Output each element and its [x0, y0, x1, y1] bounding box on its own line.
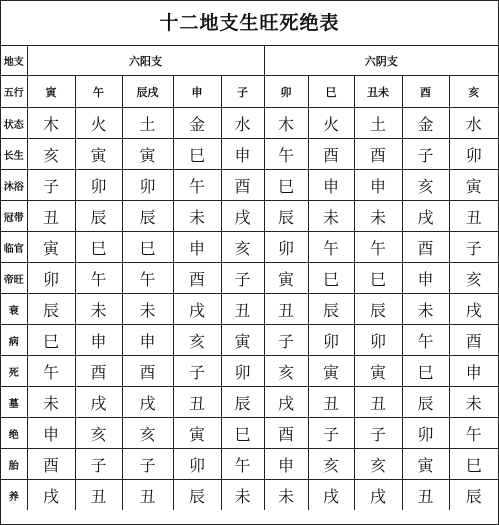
table-cell: 戌 — [402, 201, 449, 232]
row-label: 长生 — [1, 139, 27, 170]
table-cell: 未 — [449, 387, 498, 418]
table-cell: 午 — [75, 263, 122, 294]
row-label: 冠带 — [1, 201, 27, 232]
header-cell: 巳 — [308, 76, 354, 108]
table-cell: 午 — [27, 356, 75, 387]
table-cell: 子 — [27, 170, 75, 201]
table-cell: 寅 — [354, 356, 402, 387]
header-cell: 申 — [173, 76, 221, 108]
table-cell: 巳 — [75, 232, 122, 263]
table-cell: 未 — [308, 201, 354, 232]
table-cell: 子 — [173, 356, 221, 387]
table-cell: 未 — [221, 480, 264, 511]
table-cell: 亥 — [27, 139, 75, 170]
table-cell: 寅 — [173, 418, 221, 449]
table-cell: 亥 — [122, 418, 173, 449]
table-row — [1, 325, 498, 356]
table-cell: 戌 — [75, 387, 122, 418]
table-cell: 酉 — [27, 449, 75, 480]
table-cell: 未 — [27, 387, 75, 418]
table-cell: 子 — [354, 418, 402, 449]
table-cell: 戌 — [122, 387, 173, 418]
table-cell: 卯 — [75, 170, 122, 201]
table-cell: 酉 — [221, 170, 264, 201]
header-cell: 丑未 — [354, 76, 402, 108]
table-cell: 辰 — [449, 480, 498, 511]
table-cell: 申 — [449, 356, 498, 387]
table-cell: 午 — [221, 449, 264, 480]
table-cell: 寅 — [221, 325, 264, 356]
table-cell: 卯 — [221, 356, 264, 387]
table-cell: 未 — [173, 201, 221, 232]
table-cell: 酉 — [308, 139, 354, 170]
table-cell: 巳 — [449, 449, 498, 480]
table-cell: 亥 — [402, 170, 449, 201]
table-cell: 亥 — [221, 232, 264, 263]
table-cell: 午 — [402, 325, 449, 356]
table-cell: 丑 — [402, 480, 449, 511]
table-cell: 辰 — [122, 201, 173, 232]
table-cell: 卯 — [402, 418, 449, 449]
table-cell: 子 — [221, 263, 264, 294]
table-cell: 寅 — [264, 263, 308, 294]
table-cell: 丑 — [221, 294, 264, 325]
table-cell: 子 — [264, 325, 308, 356]
table-cell: 未 — [75, 294, 122, 325]
table-cell: 水 — [221, 108, 264, 139]
table-cell: 子 — [308, 418, 354, 449]
table-cell: 戌 — [27, 480, 75, 511]
table-cell: 寅 — [27, 232, 75, 263]
table-cell: 金 — [173, 108, 221, 139]
table-cell: 丑 — [75, 480, 122, 511]
table-cell: 未 — [264, 480, 308, 511]
table-cell: 巳 — [264, 170, 308, 201]
zodiac-table — [1, 46, 498, 510]
table-cell: 巳 — [354, 263, 402, 294]
row-label: 绝 — [1, 418, 27, 449]
table-cell: 亥 — [354, 449, 402, 480]
table-cell: 辰 — [75, 201, 122, 232]
table-cell: 木 — [27, 108, 75, 139]
table-body — [1, 46, 498, 510]
table-cell: 申 — [354, 170, 402, 201]
table-row — [1, 356, 498, 387]
header-row — [1, 76, 498, 108]
table-cell: 辰 — [27, 294, 75, 325]
table-row — [1, 232, 498, 263]
row-label: 状态 — [1, 108, 27, 139]
table-cell: 申 — [173, 232, 221, 263]
table-cell: 巳 — [27, 325, 75, 356]
table-cell: 子 — [449, 232, 498, 263]
table-cell: 卯 — [27, 263, 75, 294]
table-cell: 寅 — [122, 139, 173, 170]
table-cell: 未 — [122, 294, 173, 325]
table-cell: 丑 — [264, 294, 308, 325]
table-cell: 子 — [75, 449, 122, 480]
table-cell: 巳 — [221, 418, 264, 449]
row-label: 胎 — [1, 449, 27, 480]
table-cell: 寅 — [308, 356, 354, 387]
table-cell: 亥 — [264, 356, 308, 387]
row-label-wuxing: 五行 — [1, 76, 27, 108]
row-label: 帝旺 — [1, 263, 27, 294]
table-cell: 卯 — [122, 170, 173, 201]
table-cell: 午 — [308, 232, 354, 263]
table-cell: 土 — [122, 108, 173, 139]
table-cell: 酉 — [122, 356, 173, 387]
table-cell: 木 — [264, 108, 308, 139]
table-row — [1, 480, 498, 511]
table-cell: 丑 — [122, 480, 173, 511]
group-yang: 六阳支 — [27, 46, 264, 76]
row-label: 病 — [1, 325, 27, 356]
table-cell: 卯 — [449, 139, 498, 170]
table-row — [1, 139, 498, 170]
table-cell: 辰 — [308, 294, 354, 325]
group-row — [1, 46, 498, 76]
table-cell: 未 — [354, 201, 402, 232]
table-cell: 申 — [122, 325, 173, 356]
table-cell: 辰 — [354, 294, 402, 325]
table-cell: 丑 — [27, 201, 75, 232]
table-cell: 辰 — [221, 387, 264, 418]
table-cell: 金 — [402, 108, 449, 139]
table-cell: 申 — [264, 449, 308, 480]
table-cell: 寅 — [402, 449, 449, 480]
table-cell: 火 — [308, 108, 354, 139]
table-cell: 水 — [449, 108, 498, 139]
table-cell: 子 — [402, 139, 449, 170]
table-cell: 卯 — [354, 325, 402, 356]
table-cell: 巳 — [122, 232, 173, 263]
table-cell: 亥 — [173, 325, 221, 356]
table-cell: 午 — [122, 263, 173, 294]
table-cell: 火 — [75, 108, 122, 139]
table-cell: 申 — [308, 170, 354, 201]
header-cell: 子 — [221, 76, 264, 108]
table-cell: 申 — [402, 263, 449, 294]
table-cell: 酉 — [173, 263, 221, 294]
table-cell: 亥 — [308, 449, 354, 480]
row-label: 死 — [1, 356, 27, 387]
table-cell: 戌 — [173, 294, 221, 325]
table-row — [1, 201, 498, 232]
table-cell: 申 — [75, 325, 122, 356]
table-cell: 土 — [354, 108, 402, 139]
table-row — [1, 449, 498, 480]
header-cell: 午 — [75, 76, 122, 108]
row-label: 临官 — [1, 232, 27, 263]
table-cell: 申 — [221, 139, 264, 170]
table-row — [1, 170, 498, 201]
table-cell: 午 — [173, 170, 221, 201]
table-cell: 丑 — [354, 387, 402, 418]
row-label: 沐浴 — [1, 170, 27, 201]
table-cell: 戌 — [354, 480, 402, 511]
table-cell: 巳 — [308, 263, 354, 294]
table-cell: 辰 — [173, 480, 221, 511]
table-cell: 子 — [122, 449, 173, 480]
table-cell: 丑 — [173, 387, 221, 418]
table-cell: 卯 — [264, 232, 308, 263]
table-row — [1, 263, 498, 294]
table-cell: 申 — [27, 418, 75, 449]
table-cell: 戌 — [308, 480, 354, 511]
table-cell: 巳 — [402, 356, 449, 387]
table-cell: 寅 — [449, 170, 498, 201]
table-cell: 亥 — [449, 263, 498, 294]
table-cell: 未 — [402, 294, 449, 325]
row-label: 衰 — [1, 294, 27, 325]
header-cell: 辰戌 — [122, 76, 173, 108]
table-cell: 戌 — [449, 294, 498, 325]
table-cell: 卯 — [173, 449, 221, 480]
table-row — [1, 294, 498, 325]
row-label-dizhi: 地支 — [1, 46, 27, 76]
table-title: 十二地支生旺死绝表 — [1, 1, 498, 46]
row-label: 养 — [1, 480, 27, 511]
table-cell: 午 — [354, 232, 402, 263]
table-row — [1, 418, 498, 449]
table-cell: 辰 — [402, 387, 449, 418]
table-cell: 寅 — [75, 139, 122, 170]
table-cell: 午 — [449, 418, 498, 449]
table-cell: 酉 — [264, 418, 308, 449]
table-cell: 酉 — [75, 356, 122, 387]
table-cell: 酉 — [449, 325, 498, 356]
table-cell: 酉 — [354, 139, 402, 170]
header-cell: 酉 — [402, 76, 449, 108]
table-row — [1, 387, 498, 418]
table-cell: 戌 — [221, 201, 264, 232]
table-row — [1, 108, 498, 139]
table-cell: 丑 — [308, 387, 354, 418]
table-cell: 午 — [264, 139, 308, 170]
row-label: 墓 — [1, 387, 27, 418]
table-cell: 戌 — [264, 387, 308, 418]
table-cell: 辰 — [264, 201, 308, 232]
header-cell: 寅 — [27, 76, 75, 108]
group-yin: 六阴支 — [264, 46, 498, 76]
table-cell: 丑 — [449, 201, 498, 232]
table-cell: 酉 — [402, 232, 449, 263]
header-cell: 卯 — [264, 76, 308, 108]
table-cell: 巳 — [173, 139, 221, 170]
table-cell: 亥 — [75, 418, 122, 449]
table-cell: 卯 — [308, 325, 354, 356]
header-cell: 亥 — [449, 76, 498, 108]
